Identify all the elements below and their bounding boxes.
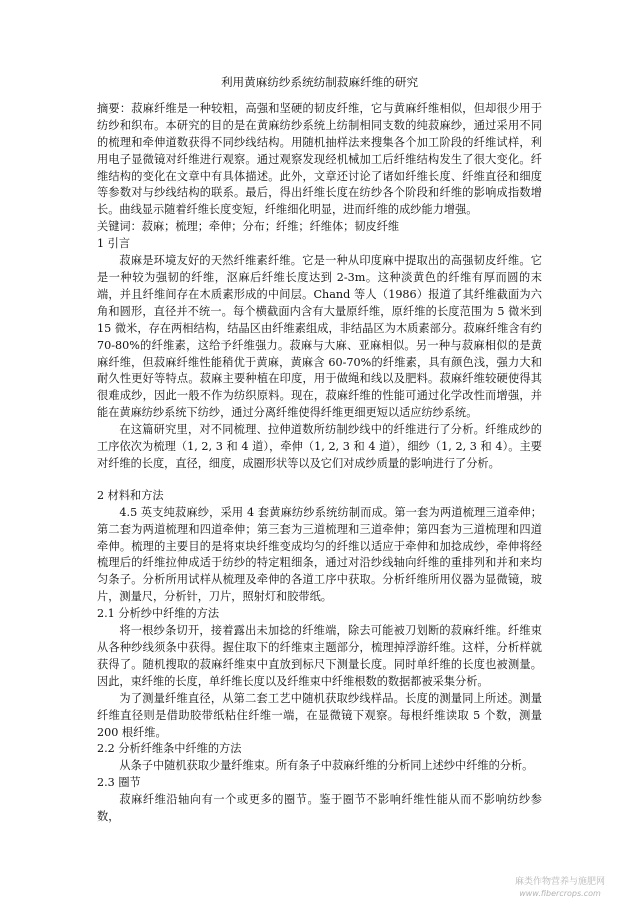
- watermark-chinese: 麻类作物营养与施肥网: [514, 877, 605, 887]
- abstract-paragraph: 摘要：菽麻纤维是一种较粗，高强和坚硬的韧皮纤维，它与黄麻纤维相似，但却很少用于纺纱和织布。本研究的目的是在黄麻纺纱系统上纺制相同支数的纯菽麻纱，通过采用不同的梳理和牵伸道数获得不同纱线结构。用随机抽样法来搜集各个加工阶段的纤维试样，利用电子显微镜对纤维进行观察。通过观察发现经机械加工后纤维结构发生了很大变化。纤维结构的变化在文章中有具体描述。此外，文章还讨论了诸如纤维长度、纤维直径和细度等参数对与纱线结构的联系。最后，得出纤维长度在纺纱各个阶段和纤维的影响成指数增长。曲线显示随着纤维长度变短，纤维细化明显，进而纤维的成纱能力增强。: [97, 101, 542, 217]
- section-2-3-heading: 2.3 圈节: [97, 776, 141, 790]
- section-2-1-paragraph-1: 将一根纱条切开，接着露出未加捻的纤维端，除去可能被刀划断的菽麻纤维。纤维束从各种纱线须条中获得。握住取下的纤维束主题部分，梳理掉浮游纤维。这样，分析样就获得了。随机搜取的菽麻纤维束中直放到标尺下测量长度。同时单纤维的长度也被测量。因此，束纤维的长度，单纤维长度以及纤维束中纤维根数的数据都被采集分析。: [97, 624, 542, 688]
- watermark-url: www.fibercrops.com: [519, 889, 601, 898]
- section-2-paragraph-1: 4.5 英支纯菽麻纱，采用 4 套黄麻纺纱系统纺制而成。第一套为两道梳理三道牵伸；第二套为两道梳理和四道牵伸；第三套为三道梳理和三道牵伸；第四套为三道梳理和四道牵伸。梳理的主要目的是将束块纤维变成均匀的纤维以适应于牵伸和加捻成纱，牵伸将经梳理后的纤维拉伸成适于纺纱的特定粗细条，通过对沿纱线轴向纤维的重排列和并和来均匀条子。分析所用试样从梳理及牵伸的各道工序中获取。分析纤维所用仪器为显微镜，玻片，测量尺，分析针，刀片，照射灯和胶带纸。: [97, 505, 542, 604]
- section-1-heading: 1 引言: [97, 237, 131, 251]
- section-2-1-heading: 2.1 分析纱中纤维的方法: [97, 607, 220, 621]
- paper-title: 利用黄麻纺纱系统纺制菽麻纤维的研究: [220, 75, 419, 89]
- keywords-line: 关键词：菽麻；梳理；牵伸；分布；纤维；纤维体；韧皮纤维: [97, 220, 400, 234]
- section-1-paragraph-1: 菽麻是环境友好的天然纤维素纤维。它是一种从印度麻中提取出的高强韧皮纤维。它是一种较为强韧的纤维，沤麻后纤维长度达到 2-3m。这种淡黄色的纤维有厚而圆的末端，并且纤维间存在木质素形成的中间层。Chand 等人（1986）报道了其纤维截面为六角和圆形，直径并不统一。每个横截面内含有大量原纤维，原纤维的长度范围为 5 微米到 15 微米，存在两相结构，结晶区由纤维素组成，非结晶区为木质素部分。菽麻纤维含有约 70-80%的纤维素，这给予纤维强力。菽麻与大麻、亚麻相似。另一种与菽麻相似的是黄麻纤维，但菽麻纤维性能稍优于黄麻，黄麻含 60-70%的纤维素，具有颜色浅，强力大和耐久性更好等特点。菽麻主要种植在印度，用于做绳和线以及肥料。菽麻纤维较硬使得其很难成纱，因此一般不作为纺织原料。现在，菽麻纤维的性能可通过化学改性而增强，并能在黄麻纺纱系统下纺纱，通过分离纤维使得纤维更细更短以适应纺纱系统。: [97, 254, 542, 420]
- section-2-heading: 2 材料和方法: [97, 488, 164, 502]
- section-1-paragraph-2: 在这篇研究里，对不同梳理、拉伸道数所纺制纱线中的纤维进行了分析。纤维成纱的工序依次为梳理（1, 2, 3 和 4 道），牵伸（1, 2, 3 和 4 道），细纱（1, 2, 3 和 4）。主要对纤维的长度，直径，细度，成圈形状等以及它们对成纱质量的影响进行了分析。: [97, 423, 542, 470]
- section-2-1-paragraph-2: 为了测量纤维直径，从第二套工艺中随机获取纱线样品。长度的测量同上所述。测量纤维直径则是借助胶带纸粘住纤维一端，在显微镜下观察。每根纤维读取 5 个数，测量 200 根纤维。: [97, 691, 542, 739]
- section-spacer: [97, 473, 542, 488]
- document-page: [97, 74, 542, 826]
- section-2-2-heading: 2.2 分析纤维条中纤维的方法: [97, 742, 242, 756]
- section-2-3-paragraph-1: 菽麻纤维沿轴向有一个或更多的圈节。鉴于圈节不影响纤维性能从而不影响纺纱参数，: [97, 793, 542, 824]
- section-2-2-paragraph-1: 从条子中随机获取少量纤维束。所有条子中菽麻纤维的分析同上述纱中纤维的分析。: [119, 759, 534, 773]
- site-watermark: [495, 877, 625, 899]
